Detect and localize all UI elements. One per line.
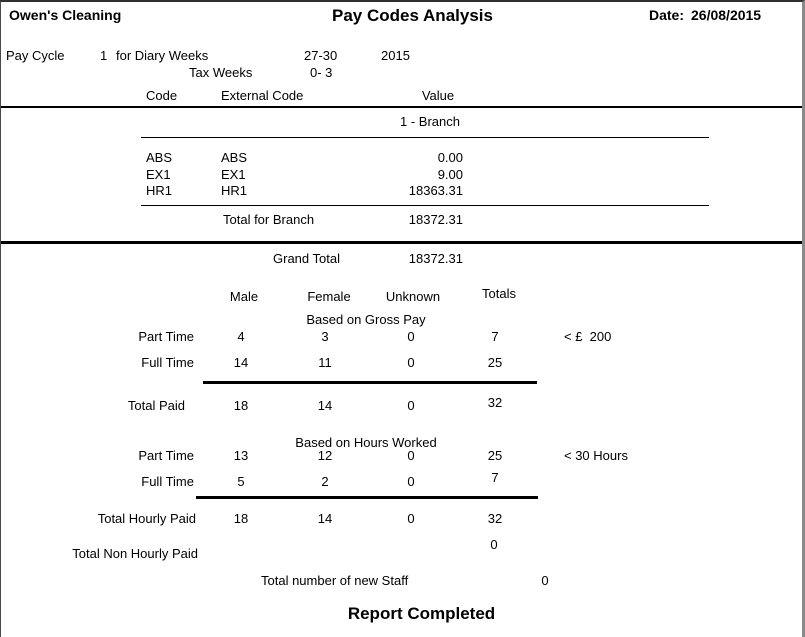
row-label: Total Hourly Paid: [97, 511, 196, 526]
female-value: 11: [318, 355, 332, 370]
date-label: Date:: [649, 7, 685, 23]
grand-total-label: Grand Total: [273, 251, 340, 266]
col-header-external-code: External Code: [221, 88, 304, 103]
totals-value: 7: [491, 470, 499, 485]
stats-col-header-unknown: Unknown: [385, 289, 441, 304]
horizontal-rule-branch-bottom: [141, 205, 709, 206]
non-hourly-label: Total Non Hourly Paid: [72, 546, 198, 561]
external-code-cell: ABS: [221, 150, 248, 165]
horizontal-rule-gross-total: [203, 381, 537, 384]
diary-weeks-value: 27-30: [304, 48, 338, 63]
horizontal-rule-hours-total: [196, 496, 538, 499]
value-cell: 18363.31: [408, 183, 463, 198]
stats-col-header-female: Female: [307, 289, 351, 304]
branch-total-value: 18372.31: [408, 212, 463, 227]
horizontal-rule-header: [1, 106, 805, 108]
date-value: 26/08/2015: [691, 7, 762, 23]
row-label: Total Paid: [127, 398, 185, 413]
col-header-value: Value: [421, 88, 455, 103]
totals-value: 32: [487, 511, 503, 526]
hours-section-title: Based on Hours Worked: [295, 435, 437, 450]
unknown-value: 0: [407, 511, 415, 526]
grand-total-value: 18372.31: [408, 251, 463, 266]
pay-cycle-label: Pay Cycle: [6, 48, 65, 63]
male-value: 18: [233, 511, 249, 526]
report-title: Pay Codes Analysis: [332, 6, 493, 25]
diary-year: 2015: [381, 48, 410, 63]
totals-value: 7: [491, 329, 499, 344]
report-date: [649, 7, 761, 23]
gross-section-title: Based on Gross Pay: [306, 312, 426, 327]
threshold-note: < 30 Hours: [564, 448, 628, 463]
male-value: 14: [233, 355, 249, 370]
col-header-code: Code: [146, 88, 178, 103]
row-label: Part Time: [138, 329, 194, 344]
unknown-value: 0: [407, 474, 415, 489]
male-value: 13: [233, 448, 249, 463]
code-cell: HR1: [146, 183, 173, 198]
value-cell: 0.00: [437, 150, 463, 165]
new-staff-label: Total number of new Staff: [261, 573, 409, 588]
threshold-note: < £ 200: [564, 329, 612, 344]
non-hourly-value: 0: [490, 537, 498, 552]
unknown-value: 0: [407, 398, 415, 413]
totals-value: 25: [487, 355, 503, 370]
company-name: Owen's Cleaning: [9, 7, 122, 23]
tax-weeks-value: 0- 3: [310, 65, 333, 80]
row-label: Part Time: [138, 448, 194, 463]
pay-cycle-number: 1: [100, 48, 108, 63]
code-cell: EX1: [146, 167, 171, 182]
unknown-value: 0: [407, 355, 415, 370]
row-label: Full Time: [141, 474, 194, 489]
male-value: 4: [237, 329, 245, 344]
horizontal-rule-branch-top: [141, 137, 709, 138]
female-value: 14: [317, 398, 333, 413]
male-value: 5: [237, 474, 245, 489]
row-label: Full Time: [141, 355, 194, 370]
male-value: 18: [233, 398, 249, 413]
branch-total-label: Total for Branch: [223, 212, 315, 227]
female-value: 12: [317, 448, 333, 463]
external-code-cell: EX1: [221, 167, 246, 182]
totals-value: 32: [487, 395, 503, 410]
new-staff-value: 0: [541, 573, 549, 588]
unknown-value: 0: [407, 329, 415, 344]
external-code-cell: HR1: [221, 183, 248, 198]
report-completed-message: Report Completed: [347, 604, 496, 623]
stats-col-header-male: Male: [229, 289, 259, 304]
unknown-value: 0: [407, 448, 415, 463]
stats-col-header-totals: Totals: [482, 286, 516, 301]
female-value: 2: [321, 474, 329, 489]
branch-section-header: 1 - Branch: [400, 114, 460, 129]
value-cell: 9.00: [437, 167, 463, 182]
tax-weeks-label: Tax Weeks: [189, 65, 253, 80]
female-value: 14: [317, 511, 333, 526]
totals-value: 25: [487, 448, 503, 463]
code-cell: ABS: [146, 150, 173, 165]
horizontal-rule-section: [1, 241, 805, 244]
female-value: 3: [321, 329, 329, 344]
diary-weeks-label: for Diary Weeks: [116, 48, 209, 63]
